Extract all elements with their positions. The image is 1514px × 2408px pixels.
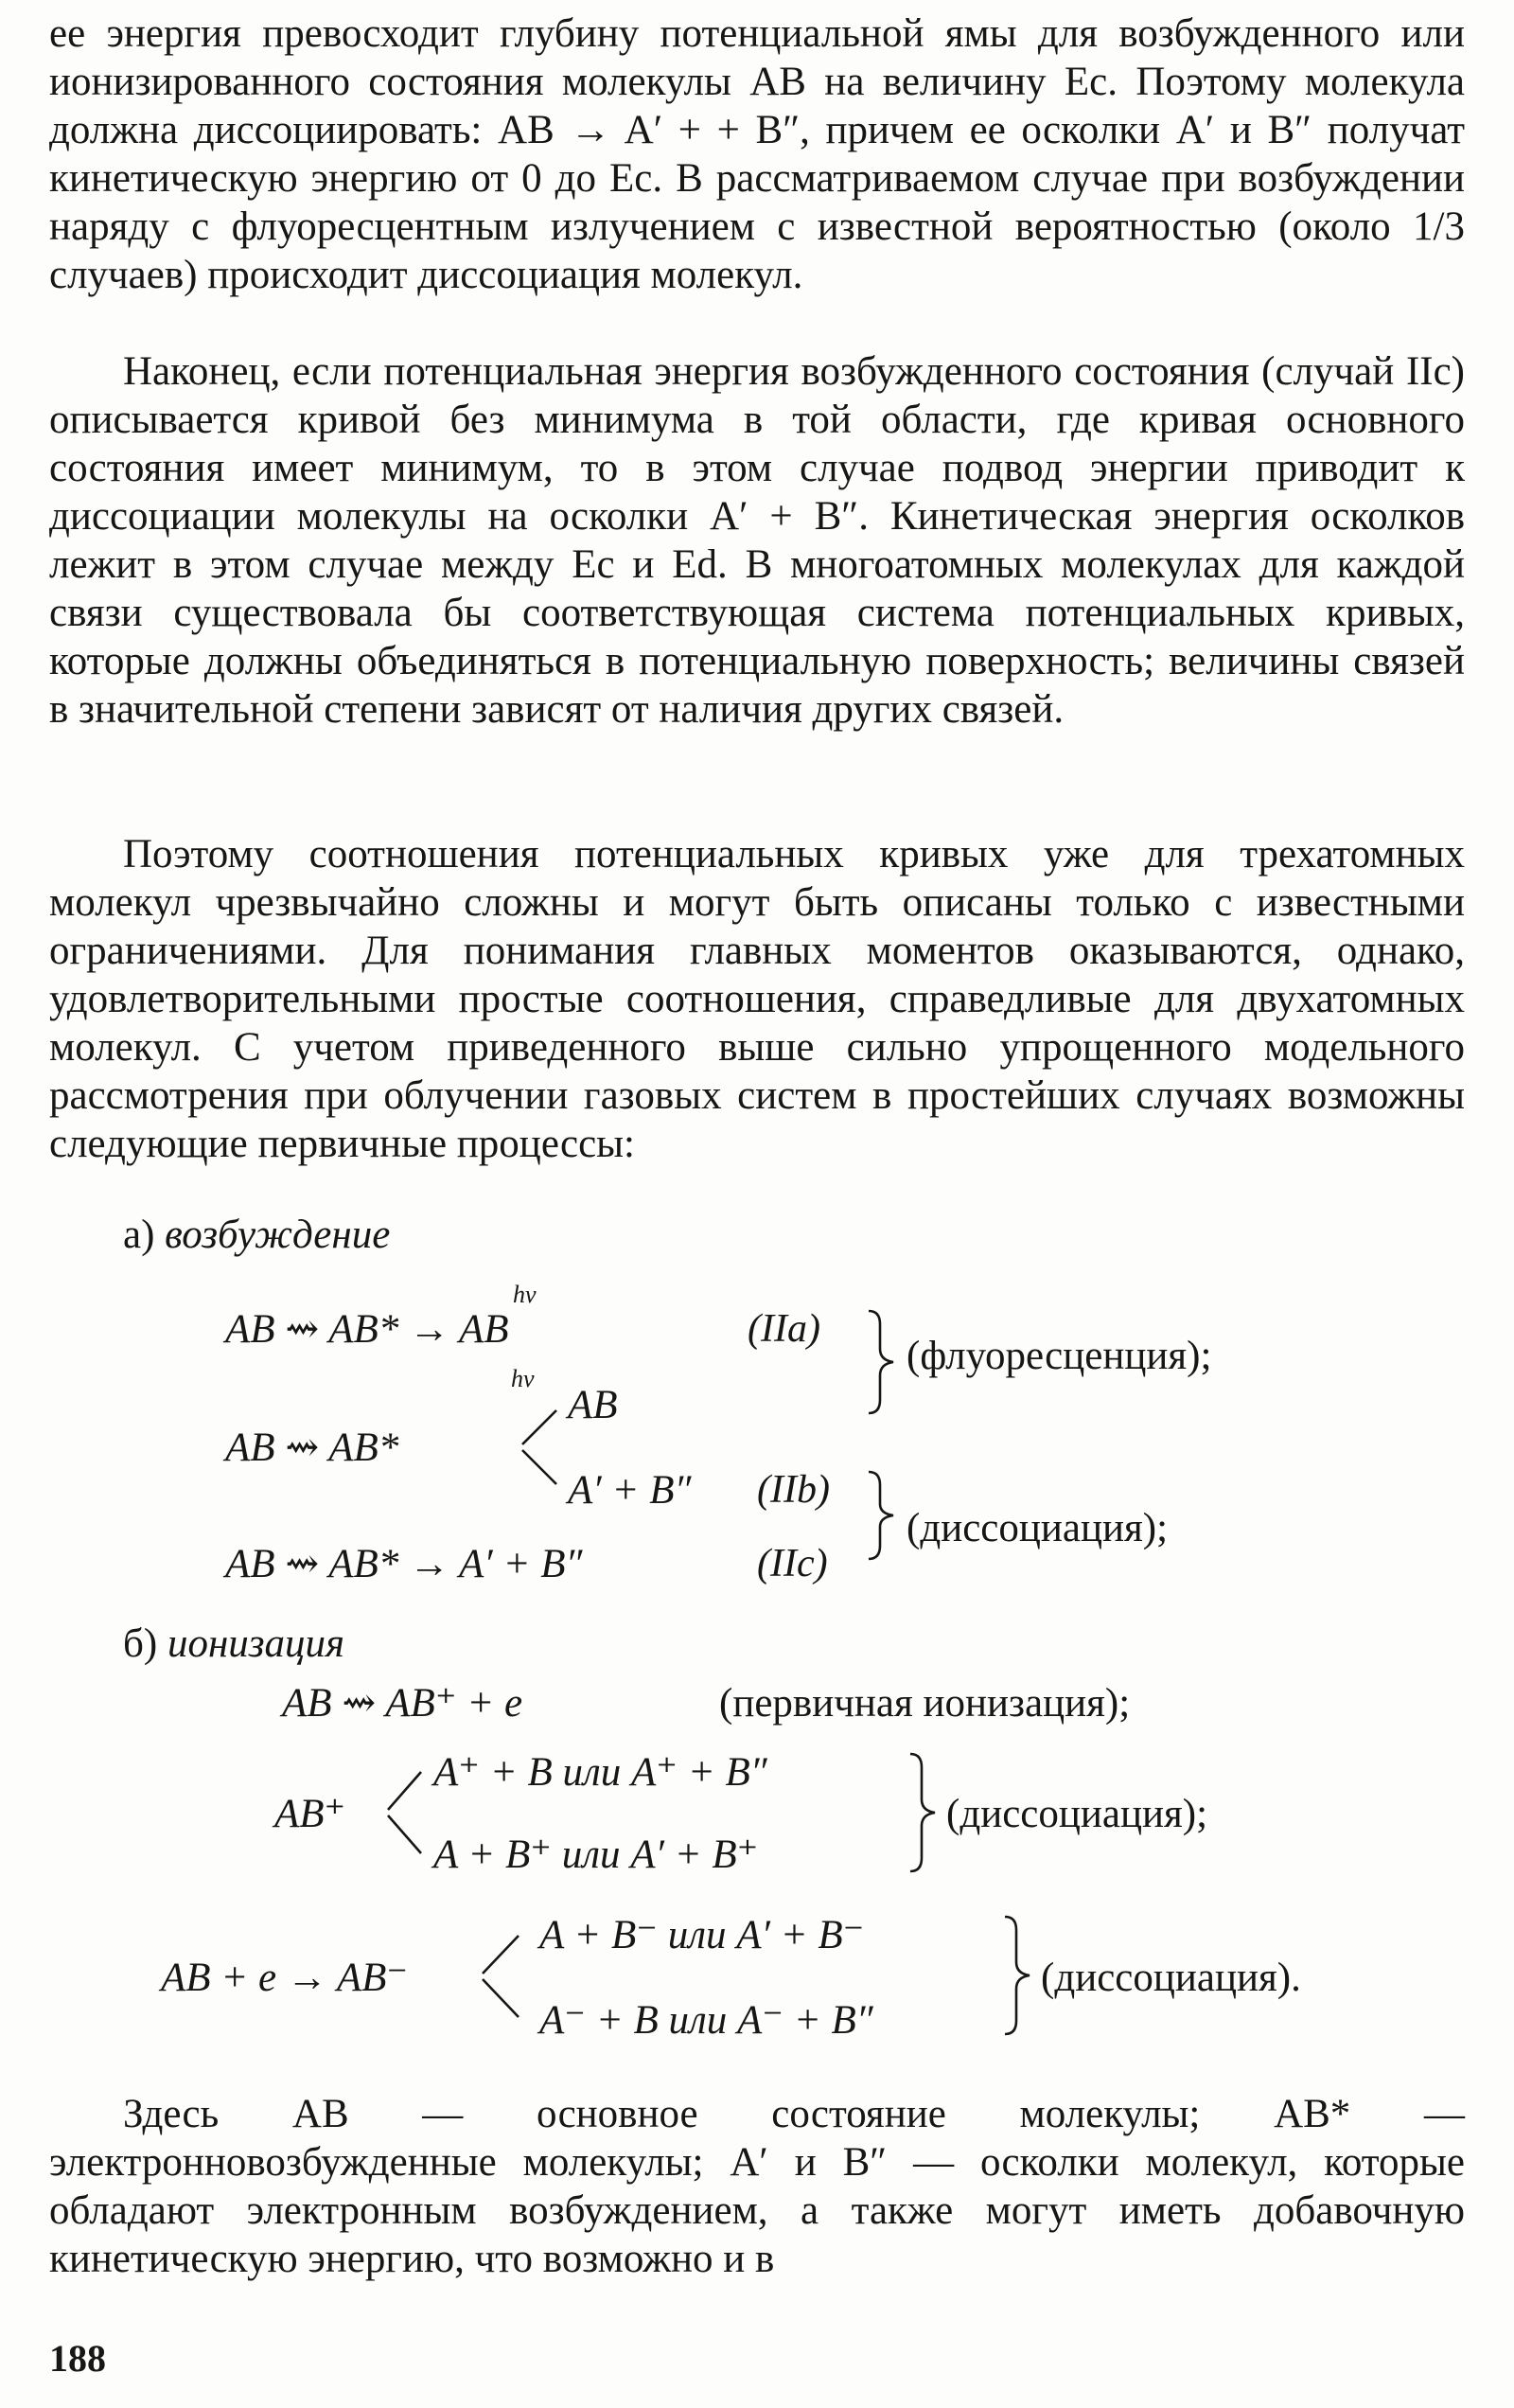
equation-b3-lhs: AB + e → AB⁻ — [161, 1956, 409, 2000]
paragraph-3: Поэтому соотношения потенциальных кривых уже для трехатомных молекул чрезвычайно сложны и могут быть описаны только с известными ограничениями. Для понимания главных моментов оказываются, однако, удовлетворительными простые соотношения, справедливые для двухатомных молекул. С учетом приведенного выше сильно упрощенного модельного рассмотрения при облучении газовых систем в простейших случаях возможны следующие первичные процессы: — [49, 832, 1465, 1166]
equation-a1: AB ⇝ AB* → AB — [225, 1307, 509, 1352]
paragraph-4: Здесь AB — основное состояние молекулы; AB* — электронновозбужденные молекулы; A′ и B″ — осколки молекул, которые обладают электронным возбуждением, а также могут иметь добавочную кинетическую энергию, что возможно и в — [49, 2092, 1465, 2281]
branch-arrow-a-down — [522, 1450, 556, 1484]
page-number: 188 — [49, 2337, 106, 2380]
brace-fluorescence — [869, 1311, 893, 1413]
paragraph-2: Наконец, если потенциальная энергия возбужденного состояния (случай IIc) описывается кривой без минимума в той области, где кривая основного состояния имеет минимум, то в этом случае подвод энергии приводит к диссоциации молекулы на осколки A′ + B″. Кинетическая энергия осколков лежит в этом случае между Ec и Ed. В многоатомных молекулах для каждой связи существовала бы соответствующая система потенциальных кривых, которые должны объединяться в потенциальную поверхность; величины связей в значительной степени зависят от наличия других связей. — [49, 349, 1465, 732]
equation-b2-top: A⁺ + B или A⁺ + B″ — [433, 1750, 767, 1795]
note-fluorescence: (флуоресценция); — [907, 1334, 1212, 1378]
tag-iia: (IIa) — [748, 1307, 820, 1351]
equation-b2-lhs: AB⁺ — [274, 1792, 346, 1836]
branch-arrow-b3-down — [483, 1979, 519, 2017]
branch-arrow-b2-up — [388, 1772, 421, 1810]
note-dissociation-b3: (диссоциация). — [1041, 1956, 1301, 2000]
note-dissociation-a: (диссоциация); — [907, 1506, 1169, 1550]
section-b-label: б) — [123, 1621, 158, 1666]
branch-arrow-b2-down — [388, 1815, 421, 1853]
section-b-title: ионизация — [167, 1621, 345, 1666]
note-primary-ionization: (первичная ионизация); — [719, 1681, 1131, 1726]
brace-dissociation-a — [869, 1472, 893, 1559]
paragraph-1: ее энергия превосходит глубину потенциальной ямы для возбужденного или ионизированного состояния молекулы AB на величину Ec. Поэтому молекула должна диссоциировать: AB → A′ + + B″, причем ее осколки A′ и B″ получат кинетическую энергию от 0 до Ec. В рассматриваемом случае при возбуждении наряду с флуоресцентным излучением с известной вероятностью (около 1/3 случаев) происходит диссоциация молекул. — [49, 11, 1465, 297]
branch-arrow-b3-up — [483, 1936, 519, 1974]
equation-b2-bottom: A + B⁺ или A′ + B⁺ — [433, 1833, 759, 1877]
branch-arrow-a-up — [522, 1410, 556, 1444]
equation-b3-bottom: A⁻ + B или A⁻ + B″ — [539, 1998, 873, 2043]
equation-a2-bottom: A′ + B″ — [568, 1468, 692, 1513]
hv-label-2: hν — [511, 1365, 535, 1392]
hv-label-1: hν — [513, 1281, 537, 1308]
equation-a3: AB ⇝ AB* → A′ + B″ — [225, 1542, 583, 1586]
equation-b3-top: A + B⁻ или A′ + B⁻ — [539, 1913, 865, 1957]
tag-iib: (IIb) — [757, 1468, 830, 1512]
note-dissociation-b2: (диссоциация); — [946, 1792, 1208, 1836]
equation-a2-top: AB — [568, 1383, 618, 1427]
equation-b1: AB ⇝ AB⁺ + e — [282, 1681, 523, 1726]
section-a-title: возбуждение — [165, 1213, 391, 1257]
brace-dissociation-b2 — [910, 1754, 935, 1871]
brace-dissociation-b3 — [1005, 1917, 1030, 2034]
section-a-label: а) — [123, 1213, 155, 1257]
equation-a2-lhs: AB ⇝ AB* — [225, 1425, 399, 1470]
tag-iic: (IIc) — [757, 1542, 828, 1585]
